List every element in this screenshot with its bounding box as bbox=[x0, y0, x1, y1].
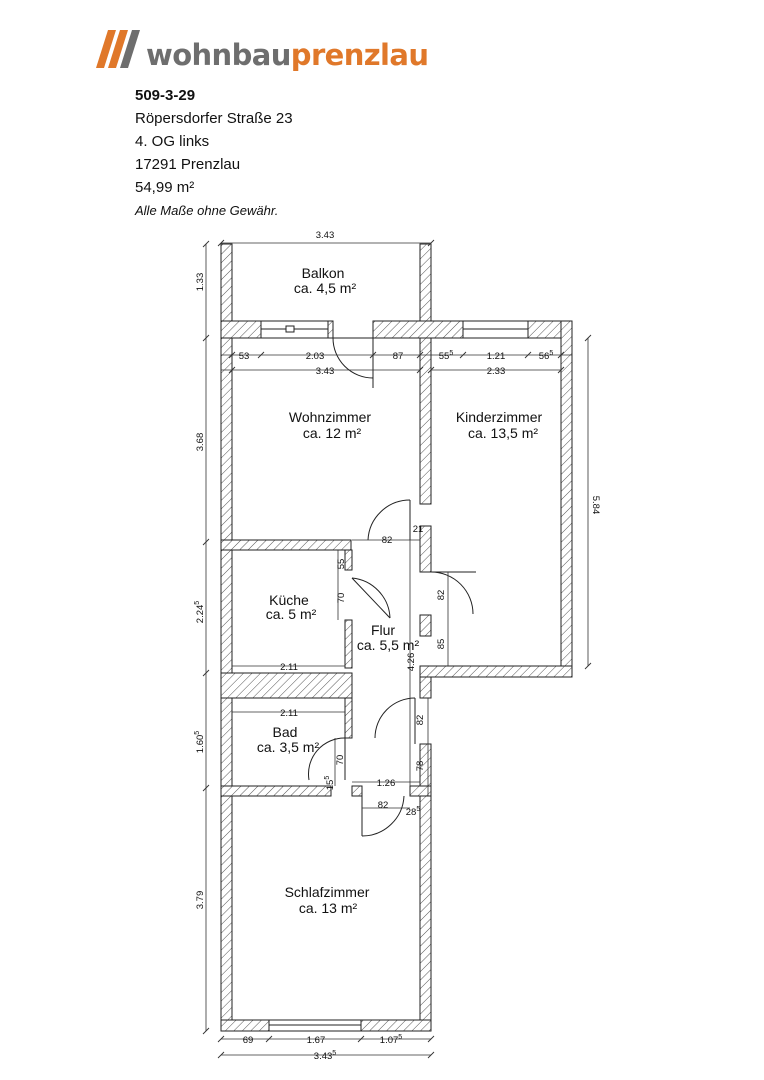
dim-balkon-height: 1.33 bbox=[195, 272, 206, 292]
dim-wz-height: 3.68 bbox=[195, 432, 206, 452]
listing-code: 509-3-29 bbox=[135, 87, 196, 104]
room-wohnzimmer-area: ca. 12 m² bbox=[302, 425, 362, 441]
dim-bottom-total-sup: 5 bbox=[332, 1050, 337, 1057]
dim-kueche-55: 55 bbox=[336, 558, 347, 570]
dim-kz-a-main: 55 bbox=[438, 351, 450, 362]
dim-sz-28-main: 28 bbox=[405, 807, 417, 818]
room-kinderzimmer-area: ca. 13,5 m² bbox=[467, 425, 539, 441]
dim-kz-c bbox=[539, 350, 554, 362]
dim-sz-door: 82 bbox=[377, 800, 389, 811]
dim-bottom-107 bbox=[380, 1034, 403, 1046]
dim-bottom-107-sup: 5 bbox=[398, 1034, 403, 1041]
dim-wz-b: 2.03 bbox=[305, 351, 325, 362]
dim-left-mid-sup: 5 bbox=[194, 600, 201, 605]
listing-disclaimer: Alle Maße ohne Gewähr. bbox=[135, 203, 279, 218]
dim-left-mid bbox=[194, 601, 206, 624]
listing-city: 17291 Prenzlau bbox=[135, 156, 241, 173]
listing-floor: 4. OG links bbox=[135, 133, 210, 150]
dim-bottom-total-main: 3.43 bbox=[313, 1051, 333, 1062]
dim-bad-70: 70 bbox=[335, 754, 346, 766]
dim-top-width: 3.43 bbox=[315, 230, 335, 241]
dim-sz-28-sup: 5 bbox=[416, 806, 421, 813]
dim-kz-b: 1.21 bbox=[486, 351, 506, 362]
dim-left-mid-main: 2.24 bbox=[195, 604, 206, 624]
dim-wz-width: 3.43 bbox=[315, 366, 335, 377]
dim-bottom-107-main: 1.07 bbox=[379, 1035, 399, 1046]
logo-word-wohnbau: wohnbau bbox=[146, 38, 291, 72]
dim-kueche-width: 2.11 bbox=[280, 662, 298, 673]
dim-left-bad-sup: 5 bbox=[194, 730, 201, 735]
dim-kz-85: 85 bbox=[436, 638, 447, 650]
dim-bad-15-sup: 5 bbox=[324, 775, 331, 780]
dim-left-bad-main: 1.60 bbox=[195, 734, 206, 754]
dim-bottom-167: 1.67 bbox=[306, 1035, 326, 1046]
dim-kz-a bbox=[439, 350, 454, 362]
listing-area: 54,99 m² bbox=[135, 179, 195, 196]
dim-wz-a: 53 bbox=[238, 351, 250, 362]
dim-kz-a-sup: 5 bbox=[449, 350, 454, 357]
room-schlafzimmer-area: ca. 13 m² bbox=[298, 900, 358, 916]
dim-kz-height: 5.84 bbox=[590, 495, 601, 515]
room-bad-name: Bad bbox=[272, 724, 298, 740]
dim-bad-15-main: 15 bbox=[325, 779, 336, 791]
dim-door-wz: 82 bbox=[381, 535, 393, 546]
dim-sz-28 bbox=[406, 806, 421, 818]
room-kueche-area: ca. 5 m² bbox=[265, 606, 317, 622]
dim-kz-c-main: 56 bbox=[538, 351, 550, 362]
room-kueche-name: Küche bbox=[269, 592, 309, 608]
dim-flur-len: 4.26 bbox=[406, 652, 417, 672]
room-flur-name: Flur bbox=[370, 622, 396, 638]
dim-bottom-total bbox=[314, 1050, 337, 1062]
listing-street: Röpersdorfer Straße 23 bbox=[135, 110, 293, 127]
dim-left-bad bbox=[194, 731, 206, 754]
dim-kz-width: 2.33 bbox=[486, 366, 506, 377]
dim-bottom-69: 69 bbox=[242, 1035, 254, 1046]
logo-word-prenzlau: prenzlau bbox=[290, 38, 429, 72]
dim-kueche-70: 70 bbox=[336, 592, 347, 604]
dim-bad-15 bbox=[324, 776, 336, 791]
dim-sz-height: 3.79 bbox=[195, 890, 206, 910]
dim-door-kz: 82 bbox=[436, 589, 447, 601]
dim-bad-78: 78 bbox=[415, 760, 426, 772]
room-wohnzimmer-name: Wohnzimmer bbox=[288, 409, 372, 425]
room-schlafzimmer-name: Schlafzimmer bbox=[284, 884, 370, 900]
room-balkon-area: ca. 4,5 m² bbox=[293, 280, 357, 296]
room-bad-area: ca. 3,5 m² bbox=[256, 739, 320, 755]
dim-wall-21: 21 bbox=[412, 524, 424, 535]
dim-bad-width: 2.11 bbox=[280, 708, 298, 719]
dim-bad-door: 82 bbox=[415, 714, 426, 726]
room-balkon-name: Balkon bbox=[301, 265, 345, 281]
room-kinderzimmer-name: Kinderzimmer bbox=[455, 409, 543, 425]
room-flur-area: ca. 5,5 m² bbox=[356, 637, 420, 653]
dim-wz-c: 87 bbox=[392, 351, 404, 362]
dim-bad-126: 1.26 bbox=[376, 778, 396, 789]
dim-kz-c-sup: 5 bbox=[549, 350, 554, 357]
